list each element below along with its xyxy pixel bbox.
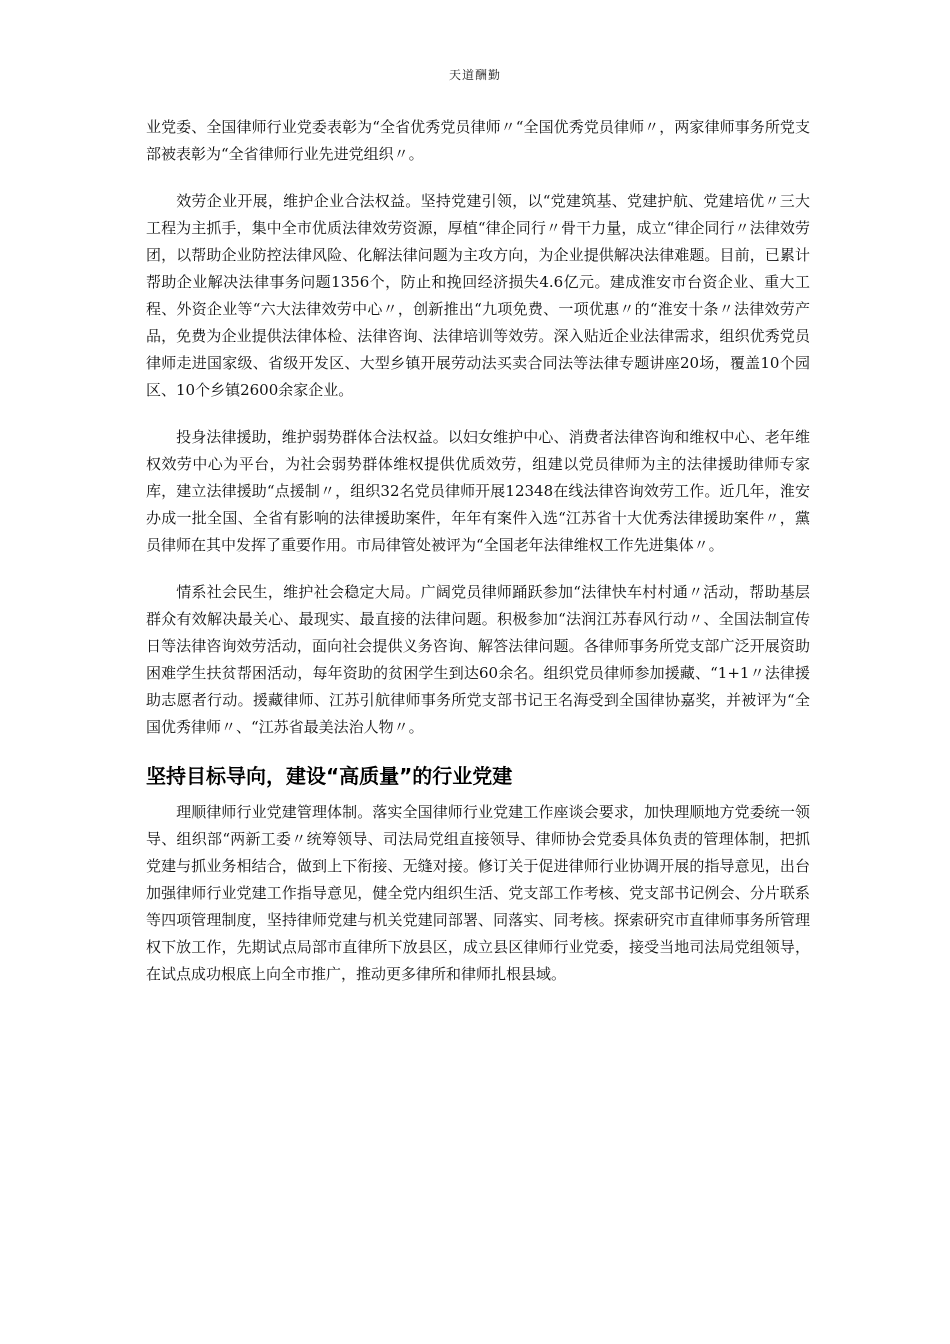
paragraph-4 [146, 579, 810, 741]
document-body [146, 114, 810, 1008]
paragraph-1-text: 业党委、全国律师行业党委表彰为“全省优秀党员律师〃“全国优秀党员律师〃，两家律师事务所党支部被表彰为“全省律师行业先进党组织〃。 [146, 118, 810, 163]
section-paragraph-text: 理顺律师行业党建管理体制。落实全国律师行业党建工作座谈会要求，加快理顺地方党委统一领导、组织部“两新工委〃统筹领导、司法局党组直接领导、律师协会党委具体负责的管理体制，把抓党建与抓业务相结合，做到上下衔接、无缝对接。修订关于促进律师行业协调开展的指导意见，出台加强律师行业党建工作指导意见，健全党内组织生活、党支部工作考核、党支部书记例会、分片联系等四项管理制度，坚持律师党建与机关党建同部署、同落实、同考核。探索研究市直律师事务所管理权下放工作，先期试点局部市直律所下放县区，成立县区律师行业党委，接受当地司法局党组领导，在试点成功根底上向全市推广，推动更多律所和律师扎根县域。 [146, 803, 810, 983]
paragraph-3-text: 投身法律援助，维护弱势群体合法权益。以妇女维护中心、消费者法律咨询和维权中心、老年维权效劳中心为平台，为社会弱势群体维权提供优质效劳，组建以党员律师为主的法律援助律师专家库，建立法律援助“点援制〃，组织32名党员律师开展12348在线法律咨询效劳工作。近几年，淮安办成一批全国、全省有影响的法律援助案件，年年有案件入选“江苏省十大优秀法律援助案件〃，黨员律师在其中发挥了重要作用。市局律管处被评为“全国老年法律维权工作先进集体〃。 [146, 428, 810, 554]
section-paragraph [146, 799, 810, 988]
paragraph-1 [146, 114, 810, 168]
paragraph-2 [146, 188, 810, 404]
paragraph-2-text: 效劳企业开展，维护企业合法权益。坚持党建引领，以“党建筑基、党建护航、党建培优〃三大工程为主抓手，集中全市优质法律效劳资源，厚植“律企同行〃骨干力量，成立“律企同行〃法律效劳团，以帮助企业防控法律风险、化解法律问题为主攻方向，为企业提供解决法律难题。目前，已累计帮助企业解决法律事务问题1356个，防止和挽回经济损失4.6亿元。建成淮安市台资企业、重大工程、外资企业等“六大法律效劳中心〃，创新推出“九项免费、一项优惠〃的“淮安十条〃法律效劳产品，免费为企业提供法律体检、法律咨询、法律培训等效劳。深入贴近企业法律需求，组织优秀党员律师走进国家级、省级开发区、大型乡镇开展劳动法买卖合同法等法律专题讲座20场，覆盖10个园区、10个乡镇2600余家企业。 [146, 192, 810, 399]
page-header: 天道酬勤 [448, 68, 501, 82]
paragraph-3 [146, 424, 810, 559]
section-heading: 坚持目标导向，建设“高质量”的行业党建 [146, 764, 513, 788]
paragraph-4-text: 情系社会民生，维护社会稳定大局。广阔党员律师踊跃参加“法律快车村村通〃活动，帮助基层群众有效解决最关心、最现实、最直接的法律问题。积极参加“法润江苏春风行动〃、全国法制宣传日等法律咨询效劳活动，面向社会提供义务咨询、解答法律问题。各律师事务所党支部广泛开展资助困难学生扶贫帮困活动，每年资助的贫困学生到达60余名。组织党员律师参加援藏、“1+1〃法律援助志愿者行动。援藏律师、江苏引航律师事务所党支部书记王名海受到全国律协嘉奖，并被评为“全国优秀律师〃、“江苏省最美法治人物〃。 [146, 583, 810, 736]
